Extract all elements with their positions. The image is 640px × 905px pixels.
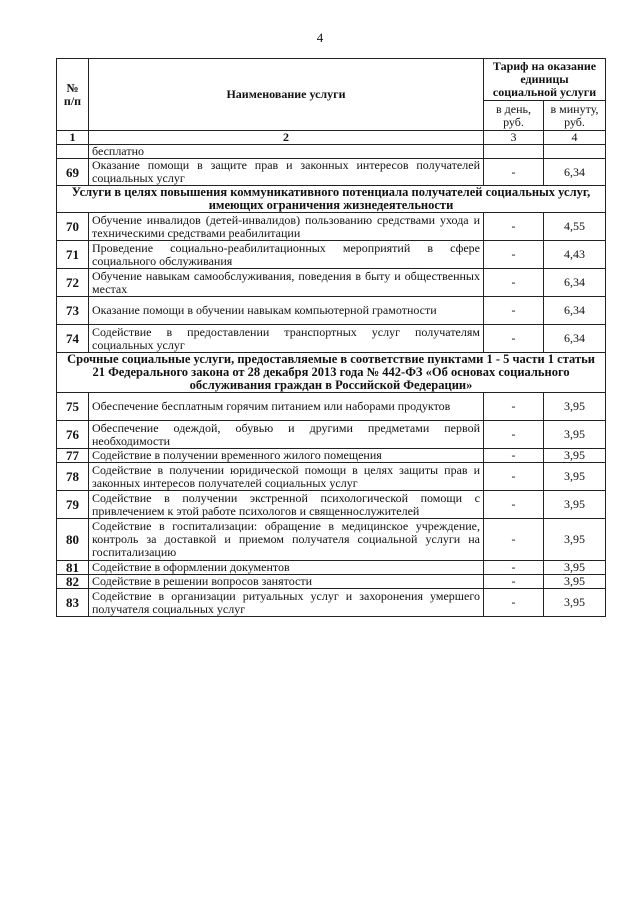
table-row — [57, 589, 606, 617]
table-row — [57, 449, 606, 463]
table-row — [57, 561, 606, 575]
header-tariff: Тариф на оказание единицы социальной услуги — [484, 59, 606, 101]
tariff-per-day: - — [484, 393, 544, 421]
tariff-per-day: - — [484, 159, 544, 186]
header-col-3: 3 — [484, 131, 544, 145]
service-name: бесплатно — [89, 145, 484, 159]
header-col-1: 1 — [57, 131, 89, 145]
table-row — [57, 145, 606, 159]
table-row — [57, 297, 606, 325]
section-row — [57, 186, 606, 213]
row-number: 73 — [57, 297, 89, 325]
tariff-per-minute: 6,34 — [544, 269, 606, 297]
tariff-per-day: - — [484, 561, 544, 575]
tariff-per-day: - — [484, 449, 544, 463]
services-tariff-table — [56, 58, 606, 617]
table-row — [57, 213, 606, 241]
table-body — [57, 145, 606, 617]
row-number: 78 — [57, 463, 89, 491]
tariff-per-minute — [544, 145, 606, 159]
page-number: 4 — [316, 30, 324, 45]
table-row — [57, 421, 606, 449]
tariff-per-day: - — [484, 325, 544, 353]
header-col-2: 2 — [89, 131, 484, 145]
tariff-per-day: - — [484, 575, 544, 589]
service-name: Проведение социально-реабилитационных мероприятий в сфере социального обслуживания — [89, 241, 484, 269]
row-number: 72 — [57, 269, 89, 297]
tariff-per-day: - — [484, 269, 544, 297]
header-per-minute: в минуту, руб. — [544, 101, 606, 131]
service-name: Содействие в организации ритуальных услуг и захоронения умершего получателя социальных услуг — [89, 589, 484, 617]
row-number: 71 — [57, 241, 89, 269]
row-number: 81 — [57, 561, 89, 575]
row-number: 79 — [57, 491, 89, 519]
service-name: Обучение инвалидов (детей-инвалидов) пользованию средствами ухода и техническими средствами реабилитации — [89, 213, 484, 241]
tariff-per-minute: 4,55 — [544, 213, 606, 241]
tariff-per-minute: 3,95 — [544, 491, 606, 519]
tariff-per-day: - — [484, 519, 544, 561]
tariff-per-day: - — [484, 463, 544, 491]
service-name: Оказание помощи в обучении навыкам компьютерной грамотности — [89, 297, 484, 325]
tariff-per-day: - — [484, 297, 544, 325]
service-name: Содействие в решении вопросов занятости — [89, 575, 484, 589]
section-title: Срочные социальные услуги, предоставляемые в соответствие пунктами 1 - 5 части 1 статьи 21 Федерального закона от 28 декабря 2013 года № 442-ФЗ «Об основах социального обслуживания граждан в Российской Федерации» — [57, 353, 606, 393]
row-number: 70 — [57, 213, 89, 241]
row-number: 69 — [57, 159, 89, 186]
table-row — [57, 159, 606, 186]
row-number: 74 — [57, 325, 89, 353]
table-row — [57, 325, 606, 353]
service-name: Оказание помощи в защите прав и законных интересов получателей социальных услуг — [89, 159, 484, 186]
tariff-per-minute: 3,95 — [544, 393, 606, 421]
tariff-per-day: - — [484, 589, 544, 617]
row-number: 80 — [57, 519, 89, 561]
tariff-per-day: - — [484, 241, 544, 269]
tariff-per-minute: 3,95 — [544, 519, 606, 561]
row-number: 83 — [57, 589, 89, 617]
row-number: 82 — [57, 575, 89, 589]
tariff-per-day — [484, 145, 544, 159]
service-name: Содействие в получении юридической помощи в целях защиты прав и законных интересов получателей социальных услуг — [89, 463, 484, 491]
row-number: 77 — [57, 449, 89, 463]
service-name: Обучение навыкам самообслуживания, поведения в быту и общественных местах — [89, 269, 484, 297]
tariff-per-minute: 3,95 — [544, 449, 606, 463]
tariff-per-day: - — [484, 421, 544, 449]
tariff-per-minute: 3,95 — [544, 575, 606, 589]
service-name: Содействие в предоставлении транспортных услуг получателям социальных услуг — [89, 325, 484, 353]
tariff-per-day: - — [484, 491, 544, 519]
table-row — [57, 491, 606, 519]
service-name: Обеспечение бесплатным горячим питанием или наборами продуктов — [89, 393, 484, 421]
table-row — [57, 241, 606, 269]
service-name: Содействие в получении экстренной психологической помощи с привлечением к этой работе психологов и священнослужителей — [89, 491, 484, 519]
table-row — [57, 393, 606, 421]
row-number: 75 — [57, 393, 89, 421]
tariff-per-minute: 3,95 — [544, 561, 606, 575]
service-name: Содействие в получении временного жилого помещения — [89, 449, 484, 463]
header-per-day: в день, руб. — [484, 101, 544, 131]
tariff-per-day: - — [484, 213, 544, 241]
table-row — [57, 575, 606, 589]
header-num: № п/п — [57, 59, 89, 131]
tariff-per-minute: 6,34 — [544, 325, 606, 353]
header-name: Наименование услуги — [89, 59, 484, 131]
header-col-4: 4 — [544, 131, 606, 145]
table-row — [57, 463, 606, 491]
row-number — [57, 145, 89, 159]
tariff-per-minute: 3,95 — [544, 421, 606, 449]
tariff-per-minute: 3,95 — [544, 463, 606, 491]
tariff-per-minute: 6,34 — [544, 159, 606, 186]
table-row — [57, 519, 606, 561]
table-row — [57, 269, 606, 297]
tariff-per-minute: 6,34 — [544, 297, 606, 325]
tariff-per-minute: 4,43 — [544, 241, 606, 269]
section-row — [57, 353, 606, 393]
section-title: Услуги в целях повышения коммуникативного потенциала получателей социальных услуг, имеющих ограничения жизнедеятельности — [57, 186, 606, 213]
row-number: 76 — [57, 421, 89, 449]
tariff-per-minute: 3,95 — [544, 589, 606, 617]
service-name: Содействие в госпитализации: обращение в медицинское учреждение, контроль за доставкой и приемом получателя социальной услуги на госпитализацию — [89, 519, 484, 561]
service-name: Содействие в оформлении документов — [89, 561, 484, 575]
service-name: Обеспечение одеждой, обувью и другими предметами первой необходимости — [89, 421, 484, 449]
